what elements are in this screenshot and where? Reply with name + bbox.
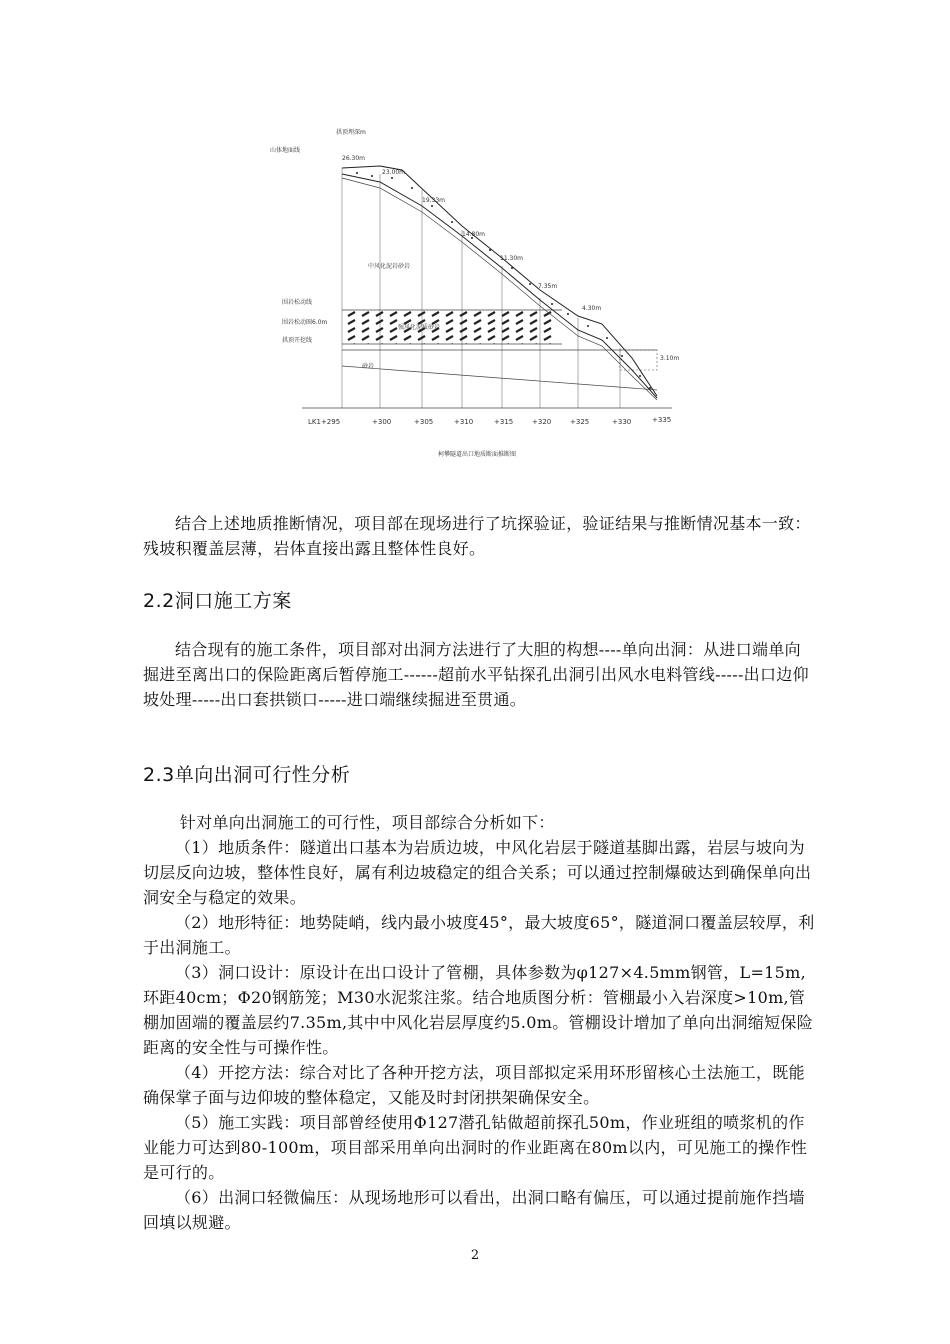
section-diagram-svg	[262, 118, 694, 463]
label-line1: 围岩松动线	[282, 299, 313, 306]
label-d4: 14.80m	[462, 231, 486, 238]
label-d6: 7.35m	[538, 283, 558, 290]
station-label: LK1+295	[308, 418, 341, 426]
analysis-item: （5）施工实践：项目部曾经使用Φ127潜孔钻做超前探孔50m，作业班组的喷浆机的作业能力可达到80-100m，项目部采用单向出洞时的作业距离在80m以内，可见施工的操作性是可行的。	[143, 1113, 808, 1182]
geology-section-figure	[262, 118, 694, 463]
paragraph-plan	[143, 637, 815, 712]
station-gridlines	[342, 168, 620, 408]
figure-caption: 柯攀隧道出口地质断面推断图	[438, 451, 517, 458]
analysis-item: （6）出洞口轻微偏压：从现场地形可以看出，出洞口略有偏压，可以通过提前施作挡墙回填以规避。	[143, 1188, 805, 1232]
ground-surface-line	[342, 166, 657, 396]
paragraph-verification	[143, 511, 815, 561]
weathered-band	[342, 310, 552, 344]
feasibility-analysis	[143, 810, 815, 1235]
section-heading-2-2: 2.2洞口施工方案	[143, 590, 292, 612]
station-label: +320	[532, 418, 552, 426]
section-heading-2-3: 2.3单向出洞可行性分析	[143, 764, 351, 786]
station-label: +335	[652, 416, 672, 424]
label-d2: 23.00m	[382, 169, 406, 176]
label-gravel: 砂岩	[362, 363, 375, 370]
analysis-item: （3）洞口设计：原设计在出口设计了管棚，具体参数为φ127×4.5mm钢管，L=15m,环距40cm；Φ20钢筋笼；M30水泥浆注浆。结合地质图分析：管棚最小入岩深度>10m,管棚加固端的覆盖层约7.35m,其中中风化岩层厚度约5.0m。管棚设计增加了单向出洞缩短保险距离的安全性与可操作性。	[143, 963, 814, 1057]
label-line2: 围岩松动圈6.0m	[282, 319, 328, 326]
paragraph-text: 结合上述地质推断情况，项目部在现场进行了坑探验证，验证结果与推断情况基本一致：残坡积覆盖层薄，岩体直接出露且整体性良好。	[143, 514, 811, 558]
label-band: 强风化泥质砂岩	[398, 324, 441, 331]
excavation-line	[342, 178, 657, 400]
station-label: +330	[612, 418, 632, 426]
label-line3: 拱顶开挖线	[282, 337, 313, 344]
station-label: +310	[454, 418, 474, 426]
paragraph-text: 结合现有的施工条件，项目部对出洞方法进行了大胆的构想----单向出洞：从进口端单向掘进至离出口的保险距离后暂停施工------超前水平钻探孔出洞引出风水电料管线-----出口边仰坡处理-----出口套拱锁口-----进口端继续掘进至贯通。	[143, 640, 809, 709]
label-d3: 19.33m	[422, 197, 446, 204]
label-d1: 26.30m	[342, 155, 366, 162]
label-d5: 11.30m	[500, 255, 524, 262]
analysis-intro: 针对单向出洞施工的可行性，项目部综合分析如下：	[179, 813, 555, 832]
label-d8: 3.10m	[660, 355, 680, 362]
label-d7: 4.30m	[582, 305, 602, 312]
label-surface: 山体地面线	[270, 147, 301, 154]
analysis-item: （1）地质条件：隧道出口基本为岩质边坡，中风化岩层于隧道基脚出露，岩层与坡向为切层反向边坡，整体性良好，属有利边坡稳定的组合关系；可以通过控制爆破达到确保单向出洞安全与稳定的效果。	[143, 838, 812, 907]
station-label: +325	[570, 418, 590, 426]
surface-dots	[356, 172, 651, 389]
station-label: +315	[494, 418, 514, 426]
analysis-item: （2）地形特征：地势陡峭，线内最小坡度45°，最大坡度65°，隧道洞口覆盖层较厚，利于出洞施工。	[143, 913, 815, 957]
analysis-item: （4）开挖方法：综合对比了各种开挖方法，项目部拟定采用环形留核心土法施工，既能确保掌子面与边仰坡的整体稳定，又能及时封闭拱架确保安全。	[143, 1063, 805, 1107]
label-rock-mid: 中风化泥岩砂岩	[368, 263, 411, 270]
station-label: +305	[414, 418, 434, 426]
rock-boundary-line	[342, 174, 657, 398]
page-number: 2	[470, 1248, 480, 1263]
station-label: +300	[372, 418, 392, 426]
label-top: 拱顶埋深m	[336, 129, 366, 136]
